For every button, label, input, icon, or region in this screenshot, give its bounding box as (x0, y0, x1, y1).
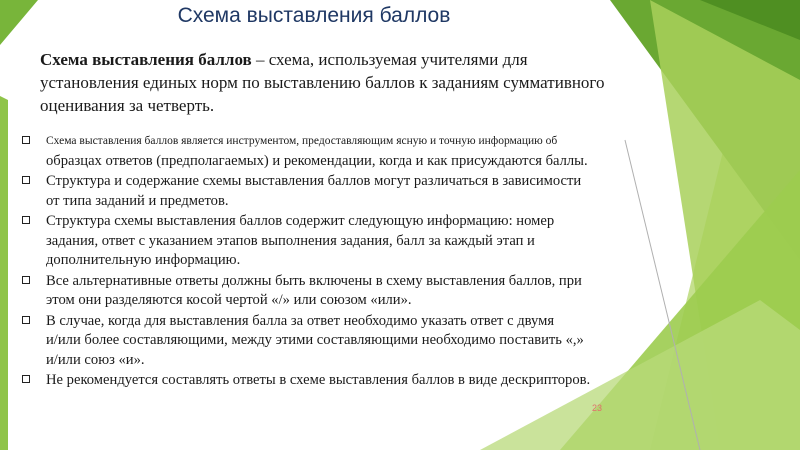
definition-term: Схема выставления баллов (40, 50, 252, 69)
list-item (22, 371, 682, 391)
checkbox-bullet-icon (22, 375, 30, 383)
bullet-text: от типа заданий и предметов. (46, 192, 229, 209)
bullet-text: Структура схемы выставления баллов содержит следующую информацию: номер (46, 213, 555, 229)
checkbox-bullet-icon (22, 276, 30, 284)
checkbox-bullet-icon (22, 216, 30, 224)
list-item (22, 312, 682, 371)
bullet-text: В случае, когда для выставления балла за ответ необходимо указать ответ с двумя (46, 312, 555, 329)
definition-text: – схема, используемая учителями для установления единых норм по выставлению баллов к заданиям суммативного оценивания за четверть. (40, 50, 605, 115)
bullet-text: этом они разделяются косой чертой «/» или союзом «или». (46, 292, 412, 308)
bullet-text: Структура и содержание схемы выставления баллов могут различаться в зависимости (46, 173, 582, 189)
bullet-list (22, 132, 682, 392)
bullet-text: Не рекомендуется составлять ответы в схеме выставления баллов в виде дескрипторов. (46, 372, 591, 388)
list-item (22, 272, 682, 311)
bullet-text: и/или союз «и». (46, 351, 145, 368)
left-green-stripe (0, 96, 8, 450)
list-item (22, 132, 682, 171)
page-number: 23 (592, 403, 603, 413)
checkbox-bullet-icon (22, 136, 30, 144)
bullet-text: Схема выставления баллов является инструментом, предоставляющим ясную и точную информацию об (46, 135, 558, 147)
list-item (22, 212, 682, 271)
bullet-text: образцах ответов (предполагаемых) и рекомендации, когда и как присуждаются баллы. (46, 152, 588, 169)
definition-paragraph (40, 48, 630, 117)
checkbox-bullet-icon (22, 176, 30, 184)
bullet-text: задания, ответ с указанием этапов выполнения задания, балл за каждый этап и (46, 232, 535, 249)
checkbox-bullet-icon (22, 316, 30, 324)
bullet-text: Все альтернативные ответы должны быть включены в схему выставления баллов, при (46, 272, 582, 289)
bullet-text: дополнительную информацию. (46, 252, 241, 268)
list-item (22, 172, 682, 211)
bullet-text: и/или более составляющими, между этими составляющими необходимо поставить «,» (46, 332, 584, 348)
slide-title: Схема выставления баллов (177, 4, 451, 27)
